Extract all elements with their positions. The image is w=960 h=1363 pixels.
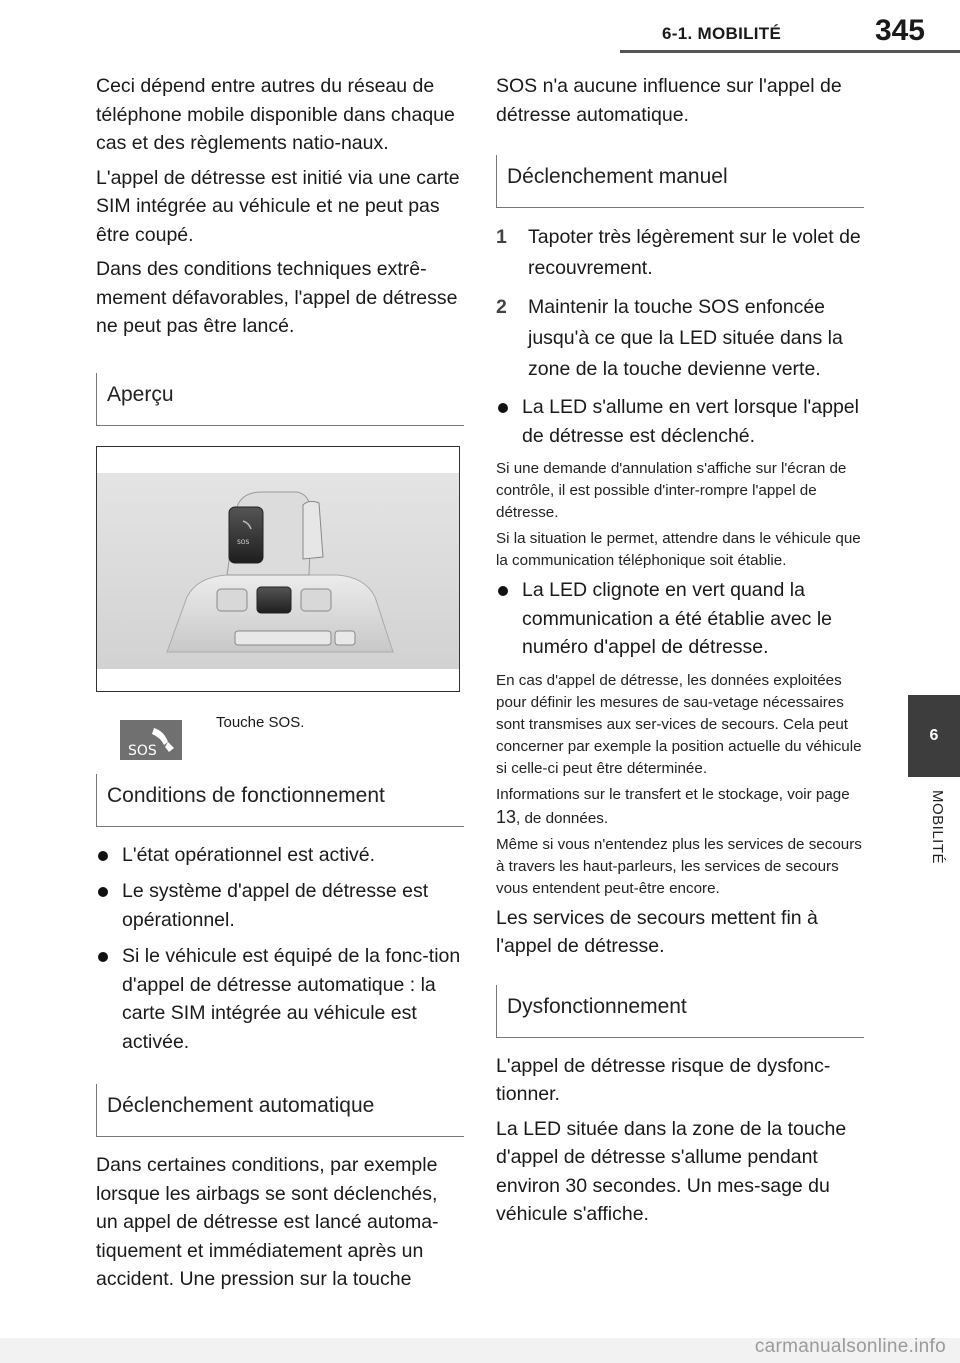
light-lens <box>303 501 323 559</box>
sos-icon <box>120 720 182 760</box>
sos-button-figure <box>96 446 460 692</box>
end-paragraph: Les services de secours mettent fin à l'appel de détresse. <box>496 906 818 957</box>
continuation-paragraph: SOS n'a aucune influence sur l'appel de détresse automatique. <box>496 75 842 126</box>
malfunction-paragraph: La LED située dans la zone de la touche d'appel de détresse s'allume pendant environ 30 secondes. Un mes-sage du véhicule s'affiche. <box>496 1117 847 1225</box>
overhead-console-illustration <box>97 447 459 691</box>
step-item: 2 Maintenir la touche SOS enfoncée jusqu'à ce que la LED située dans la zone de la touche devienne verte. <box>496 296 843 380</box>
page-header <box>620 14 925 48</box>
note-paragraph: En cas d'appel de détresse, les données exploitées pour définir les mesures de sau-vetage nécessaires sont transmises aux ser-vices de secours. Cela peut concerner par exemple la position actuelle du véhicule si celle-ci peut être déterminée. <box>496 671 862 777</box>
list-item: L'état opérationnel est activé. <box>96 841 464 870</box>
chapter-tab[interactable]: 6 <box>908 695 960 777</box>
right-column <box>496 72 864 1235</box>
intro-paragraph: Dans des conditions techniques extrê-mement défavorables, l'appel de détresse ne peut pas être lancé. <box>96 258 458 337</box>
chapter-label: MOBILITÉ <box>929 790 946 865</box>
heading-malfunction: Dysfonctionnement <box>496 985 864 1038</box>
list-item: La LED clignote en vert quand la communication a été établie avec le numéro d'appel de détresse. <box>496 576 864 662</box>
intro-paragraph: Ceci dépend entre autres du réseau de téléphone mobile disponible dans chaque cas et des règlements natio-naux. <box>96 75 455 154</box>
note-paragraph: Si la situation le permet, attendre dans le véhicule que la communication téléphonique soit établie. <box>496 530 861 569</box>
intro-paragraph: L'appel de détresse est initié via une carte SIM intégrée au véhicule et ne peut pas être coupé. <box>96 166 460 246</box>
sos-button <box>229 507 263 563</box>
left-column <box>96 72 464 1300</box>
malfunction-paragraph: L'appel de détresse risque de dysfonc-tionner. <box>496 1054 831 1105</box>
center-button <box>257 587 291 613</box>
auto-paragraph: Dans certaines conditions, par exemple lorsque les airbags se sont déclenchés, un appel de détresse est lancé automa-tiquement et immédiatement après un accident. Une pression sur la touche <box>96 1154 439 1290</box>
header-rule <box>620 50 960 53</box>
note-paragraph: Si une demande d'annulation s'affiche sur l'écran de contrôle, il est possible d'inter-rompre l'appel de détresse. <box>496 460 847 521</box>
sos-icon-label: SOS <box>128 742 157 759</box>
heading-overview: Aperçu <box>96 373 464 426</box>
list-item: La LED s'allume en vert lorsque l'appel de détresse est déclenché. <box>496 393 864 450</box>
page-reference-link[interactable]: 13 <box>496 806 517 827</box>
figure-legend <box>96 708 464 768</box>
list-item: Si le véhicule est équipé de la fonc-tion d'appel de détresse automatique : la carte SIM intégrée au véhicule est activée. <box>96 942 464 1056</box>
heading-automatic: Déclenchement automatique <box>96 1084 464 1137</box>
list-item: Le système d'appel de détresse est opérationnel. <box>96 877 464 934</box>
step-item: 1 Tapoter très légèrement sur le volet de recouvrement. <box>496 226 861 279</box>
heading-conditions: Conditions de fonctionnement <box>96 774 464 827</box>
heading-manual: Déclenchement manuel <box>496 155 864 208</box>
page-number: 345 <box>874 14 925 47</box>
section-title: 6-1. MOBILITÉ <box>662 24 782 43</box>
note-paragraph: Même si vous n'entendez plus les services de secours à travers les haut-parleurs, les services de secours vous entendent peut-être encore. <box>496 835 862 897</box>
watermark: carmanualsonline.info <box>754 1336 946 1357</box>
figure-caption: Touche SOS. <box>216 713 305 731</box>
svg-text:SOS: SOS <box>237 538 250 546</box>
note-paragraph: Informations sur le transfert et le stockage, voir page 13, de données. <box>496 785 850 827</box>
